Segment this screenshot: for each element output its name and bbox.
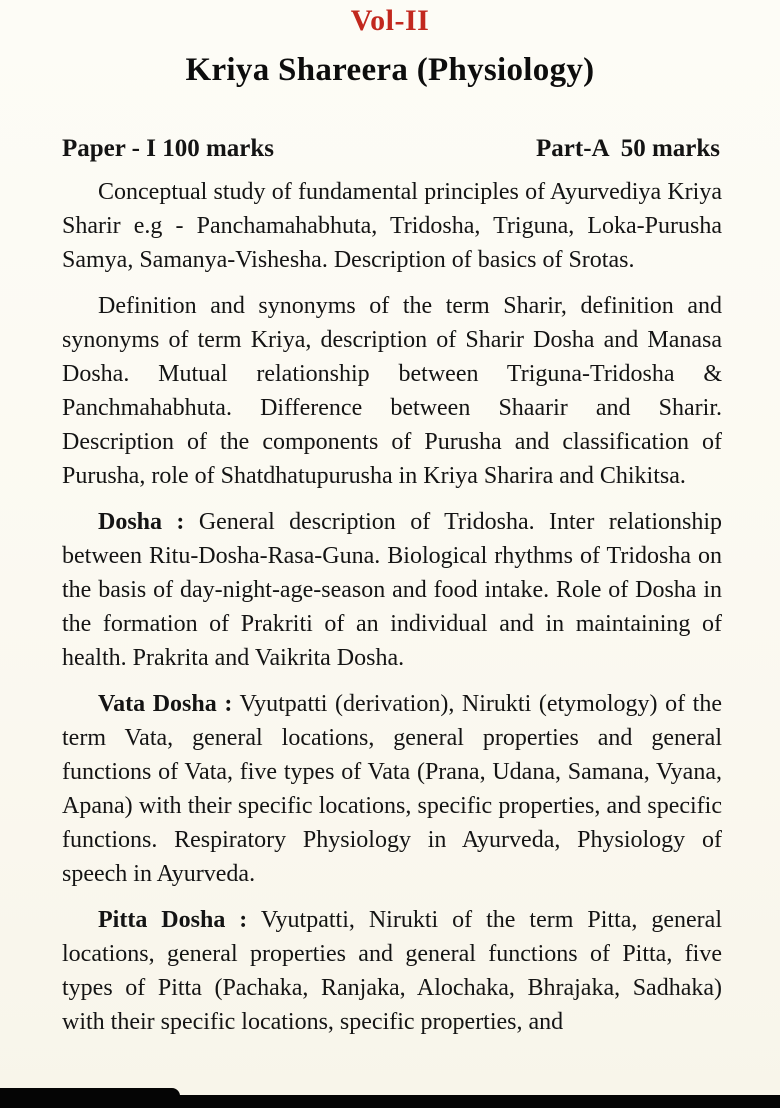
paragraph-lead: Pitta Dosha :: [98, 907, 248, 933]
syllabus-body: [0, 175, 780, 1039]
paragraph-text: Definition and synonyms of the term Sharir, definition and synonyms of term Kriya, description of Sharir Dosha and Manasa Dosha. Mutual relationship between Triguna-Tridosha & Panchmahabhuta. Difference between Shaarir and Sharir. Description of the components of Purusha and classification of Purusha, role of Shatdhatupurusha in Kriya Sharira and Chikitsa.: [62, 293, 722, 489]
paragraph-vata-dosha: [62, 687, 722, 891]
paragraph-lead: Dosha :: [98, 509, 185, 535]
scan-artifact-bottom-bar: [0, 1095, 780, 1108]
part-label: Part-A 50 marks: [536, 135, 720, 162]
paragraph-lead: Vata Dosha :: [98, 691, 233, 717]
paragraph-text: Vyutpatti (derivation), Nirukti (etymology) of the term Vata, general locations, general properties and general functions of Vata, five types of Vata (Prana, Udana, Samana, Vyana, Apana) with their specific locations, specific properties, and specific functions. Respiratory Physiology in Ayurveda, Physiology of speech in Ayurveda.: [62, 691, 722, 887]
paragraph-text: General description of Tridosha. Inter relationship between Ritu-Dosha-Rasa-Guna. Biological rhythms of Tridosha on the basis of day-night-age-season and food intake. Role of Dosha in the formation of Prakriti of an individual and in maintaining of health. Prakrita and Vaikrita Dosha.: [62, 509, 723, 671]
paragraph-pitta-dosha: [62, 903, 722, 1039]
paragraph-text: Conceptual study of fundamental principles of Ayurvediya Kriya Sharir e.g - Panchamahabhuta, Tridosha, Triguna, Loka-Purusha Samya, Samanya-Vishesha. Description of basics of Srotas.: [62, 179, 722, 273]
volume-title: Vol-II: [350, 4, 430, 37]
paragraph-text: Vyutpatti, Nirukti of the term Pitta, general locations, general properties and general functions of Pitta, five types of Pitta (Pachaka, Ranjaka, Alochaka, Bhrajaka, Sadhaka) with their specific locations, specific properties, and: [62, 907, 722, 1035]
paragraph-definitions: [62, 289, 722, 493]
page-title: Kriya Shareera (Physiology): [185, 52, 595, 88]
marks-row: [0, 135, 780, 163]
paper-label: Paper - I 100 marks: [62, 135, 275, 162]
paragraph-intro: [62, 175, 722, 277]
paragraph-dosha: [62, 505, 722, 675]
